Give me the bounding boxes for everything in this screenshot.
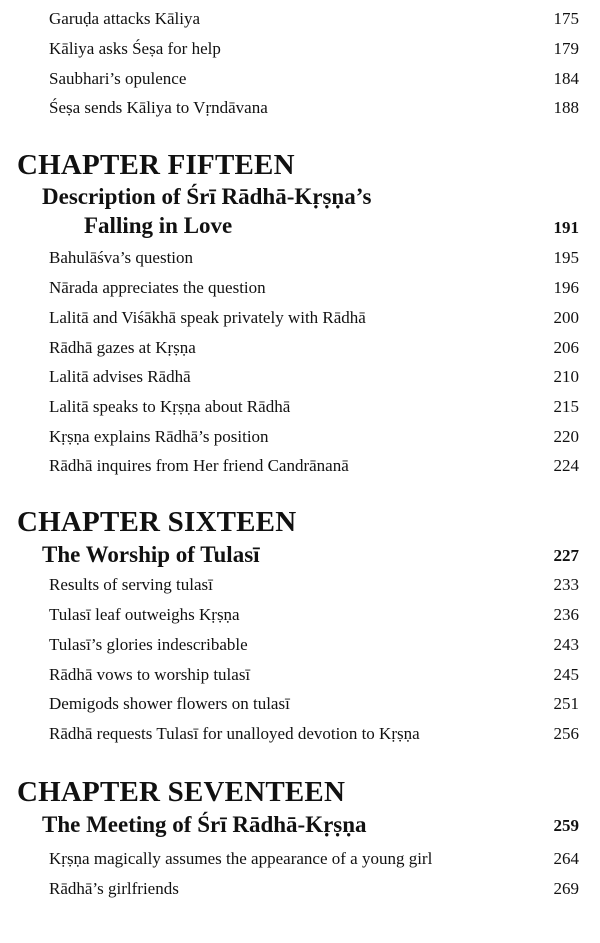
toc-entry [0,878,600,908]
toc-entry [0,307,600,337]
entry-title: Bahulāśva’s question [49,248,194,267]
entry-page: 256 [553,724,579,743]
entry-page: 206 [553,338,579,357]
entry-title: Nārada appreciates the question [49,278,266,297]
entry-title: Rādhā gazes at Kṛṣṇa [49,338,196,357]
toc-entry [0,38,600,68]
toc-entry [0,634,600,664]
toc-entry [0,247,600,277]
chapter-title: Falling in Love [84,213,233,238]
chapter-title: The Worship of Tulasī [42,542,260,567]
chapter-page: 191 [553,218,579,237]
entry-page: 236 [553,605,579,624]
chapter-page: 227 [553,546,579,565]
toc-entry [0,8,600,38]
entry-page: 210 [553,367,579,386]
entry-title: Results of serving tulasī [49,575,213,594]
toc-entry [0,848,600,878]
toc-entry [0,574,600,604]
entry-title: Garuḍa attacks Kāliya [49,9,201,28]
entry-page: 184 [553,69,579,88]
entry-page: 195 [553,248,579,267]
entry-title: Rādhā requests Tulasī for unalloyed devotion to Kṛṣṇa [49,724,420,743]
toc-entry [0,97,600,127]
entry-page: 196 [553,278,579,297]
entry-title: Saubhari’s opulence [49,69,187,88]
toc-entry [0,604,600,634]
entry-page: 233 [553,575,579,594]
entry-title: Lalitā and Viśākhā speak privately with Rādhā [49,308,366,327]
entry-title: Śeṣa sends Kāliya to Vṛndāvana [49,98,268,117]
toc-entry [0,396,600,426]
entry-page: 245 [553,665,579,684]
toc-entry [0,664,600,694]
toc-entry [0,693,600,723]
entry-page: 188 [553,98,579,117]
toc-entry [0,68,600,98]
entry-page: 243 [553,635,579,654]
toc-entry [0,455,600,485]
entry-title: Lalitā speaks to Kṛṣṇa about Rādhā [49,397,291,416]
chapter-heading: CHAPTER FIFTEEN [17,149,295,181]
chapter-title: The Meeting of Śrī Rādhā-Kṛṣṇa [42,812,367,837]
entry-title: Rādhā vows to worship tulasī [49,665,251,684]
entry-title: Rādhā’s girlfriends [49,879,179,898]
entry-page: 251 [553,694,579,713]
entry-page: 224 [553,456,579,475]
entry-title: Kṛṣṇa magically assumes the appearance of a young girl [49,849,433,868]
toc-entry [0,277,600,307]
entry-title: Demigods shower flowers on tulasī [49,694,290,713]
entry-page: 179 [553,39,579,58]
entry-title: Lalitā advises Rādhā [49,367,191,386]
chapter-page: 259 [553,816,579,835]
entry-page: 269 [553,879,579,898]
toc-entry [0,366,600,396]
toc-entry [0,426,600,456]
entry-title: Rādhā inquires from Her friend Candrānanā [49,456,349,475]
entry-page: 175 [553,9,579,28]
chapter-title: Description of Śrī Rādhā-Kṛṣṇa’s [42,184,372,209]
entry-page: 215 [553,397,579,416]
entry-page: 200 [553,308,579,327]
toc-entry [0,337,600,367]
chapter-heading: CHAPTER SEVENTEEN [17,776,346,808]
entry-title: Kāliya asks Śeṣa for help [49,39,221,58]
chapter-heading: CHAPTER SIXTEEN [17,506,297,538]
entry-title: Kṛṣṇa explains Rādhā’s position [49,427,269,446]
entry-title: Tulasī leaf outweighs Kṛṣṇa [49,605,240,624]
toc-entry [0,723,600,753]
entry-title: Tulasī’s glories indescribable [49,635,248,654]
entry-page: 264 [553,849,579,868]
entry-page: 220 [553,427,579,446]
